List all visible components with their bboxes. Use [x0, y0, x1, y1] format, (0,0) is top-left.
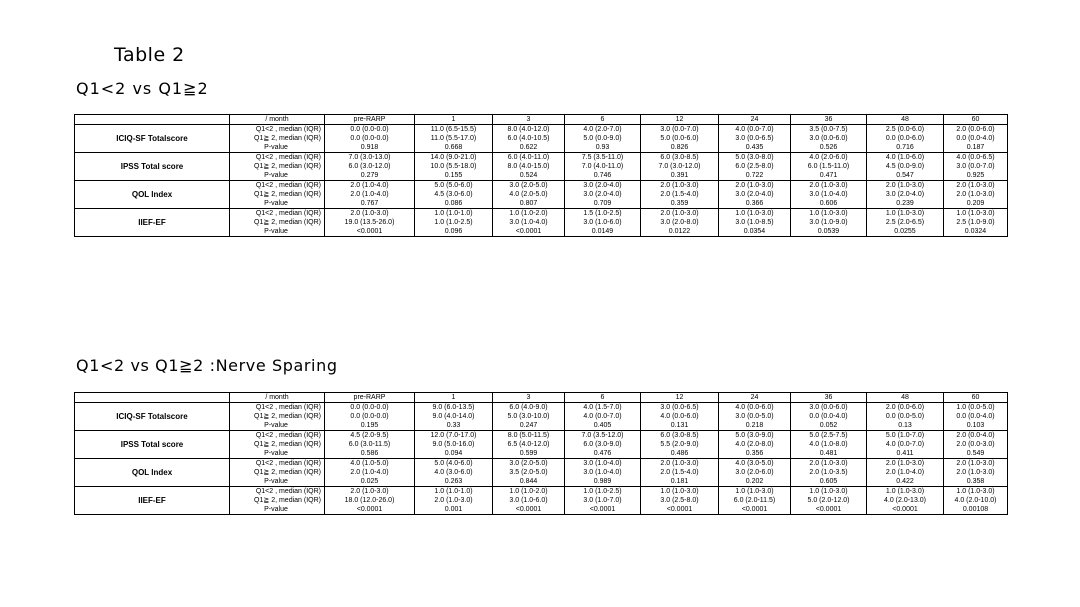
value-cell: 0.918 [325, 143, 415, 153]
value-cell: 1.0 (1.0-3.0) [719, 487, 791, 497]
row-label-cell: Q1≧ 2, median (IQR) [230, 440, 325, 449]
value-cell: 0.599 [493, 449, 565, 459]
header-cell: pre-RARP [325, 393, 415, 403]
header-cell: 24 [719, 115, 791, 125]
value-cell: 0.767 [325, 199, 415, 209]
value-cell: 0.103 [944, 421, 1008, 431]
value-cell: 3.0 (0.0-7.0) [641, 125, 719, 135]
value-cell: 0.476 [565, 449, 641, 459]
value-cell: 2.0 (1.0-3.0) [944, 190, 1008, 199]
value-cell: 0.0 (0.0-0.0) [325, 403, 415, 413]
value-cell: 7.0 (3.0-13.0) [325, 153, 415, 163]
measure-label: QOL Index [75, 181, 230, 209]
value-cell: 7.0 (4.0-11.0) [565, 162, 641, 171]
value-cell: 0.096 [415, 227, 493, 237]
header-cell: 12 [641, 393, 719, 403]
row-label-cell: P-value [230, 477, 325, 487]
value-cell: 3.0 (1.0-4.0) [565, 468, 641, 477]
row-label-cell: Q1<2 , median (IQR) [230, 153, 325, 163]
value-cell: 2.0 (1.5-4.0) [641, 468, 719, 477]
header-cell: 6 [565, 393, 641, 403]
value-cell: 6.0 (3.0-9.0) [565, 440, 641, 449]
header-cell: 1 [415, 393, 493, 403]
value-cell: 5.0 (4.0-6.0) [415, 459, 493, 469]
value-cell: 3.0 (2.0-4.0) [565, 190, 641, 199]
value-cell: 0.187 [944, 143, 1008, 153]
value-cell: 5.0 (3.0-8.0) [719, 153, 791, 163]
month-label-cell: / month [230, 115, 325, 125]
value-cell: 0.0 (0.0-6.0) [867, 134, 944, 143]
value-cell: 1.0 (1.0-2.5) [565, 487, 641, 497]
row-label-cell: Q1≧ 2, median (IQR) [230, 218, 325, 227]
value-cell: 2.0 (1.0-3.0) [719, 181, 791, 191]
value-cell: 3.0 (2.5-8.0) [641, 496, 719, 505]
header-cell: pre-RARP [325, 115, 415, 125]
value-cell: 0.0122 [641, 227, 719, 237]
value-cell: 3.0 (2.0-4.0) [565, 181, 641, 191]
value-cell: 3.0 (1.0-6.0) [493, 496, 565, 505]
value-cell: 0.722 [719, 171, 791, 181]
value-cell: 0.052 [791, 421, 867, 431]
value-cell: 6.0 (3.0-11.5) [325, 440, 415, 449]
value-cell: 4.0 (0.0-6.5) [944, 153, 1008, 163]
value-cell: 4.5 (2.0-9.5) [325, 431, 415, 441]
value-cell: 3.0 (0.0-5.0) [719, 412, 791, 421]
row-label-cell: Q1<2 , median (IQR) [230, 181, 325, 191]
value-cell: 7.0 (3.5-12.0) [565, 431, 641, 441]
value-cell: 3.0 (0.0-6.0) [791, 134, 867, 143]
value-cell: 1.0 (1.0-3.0) [944, 209, 1008, 219]
row-label-cell: Q1<2 , median (IQR) [230, 209, 325, 219]
table-row [75, 431, 1008, 441]
value-cell: 6.0 (3.0-8.5) [641, 431, 719, 441]
value-cell: 2.0 (1.0-3.5) [791, 468, 867, 477]
value-cell: 3.0 (0.0-6.0) [791, 403, 867, 413]
value-cell: <0.0001 [719, 505, 791, 515]
value-cell: 5.0 (3.0-9.0) [719, 431, 791, 441]
value-cell: 0.622 [493, 143, 565, 153]
value-cell: 0.33 [415, 421, 493, 431]
value-cell: 14.0 (9.0-21.0) [415, 153, 493, 163]
value-cell: 1.0 (1.0-3.0) [791, 209, 867, 219]
value-cell: 1.0 (1.0-1.0) [415, 487, 493, 497]
value-cell: 0.605 [791, 477, 867, 487]
header-row [75, 115, 1008, 125]
value-cell: 0.411 [867, 449, 944, 459]
header-cell: 12 [641, 115, 719, 125]
header-cell: 36 [791, 115, 867, 125]
value-cell: 0.606 [791, 199, 867, 209]
row-label-cell: Q1≧ 2, median (IQR) [230, 162, 325, 171]
results-table-all [74, 114, 1008, 237]
value-cell: 5.5 (2.0-9.0) [641, 440, 719, 449]
value-cell: 4.0 (1.0-5.0) [325, 459, 415, 469]
header-cell: 3 [493, 115, 565, 125]
value-cell: 9.0 (5.0-16.0) [415, 440, 493, 449]
value-cell: 6.0 (3.0-8.5) [641, 153, 719, 163]
value-cell: 0.025 [325, 477, 415, 487]
row-label-cell: Q1<2 , median (IQR) [230, 459, 325, 469]
table-row [75, 209, 1008, 219]
value-cell: 0.086 [415, 199, 493, 209]
value-cell: 4.0 (2.0-8.0) [719, 440, 791, 449]
value-cell: 3.0 (0.0-7.0) [944, 162, 1008, 171]
value-cell: 3.0 (0.0-6.5) [641, 403, 719, 413]
measure-label: IPSS Total score [75, 431, 230, 459]
measure-label: IIEF-EF [75, 487, 230, 515]
value-cell: 0.00108 [944, 505, 1008, 515]
value-cell: 0.989 [565, 477, 641, 487]
table-row [75, 153, 1008, 163]
value-cell: 3.0 (0.0-6.5) [719, 134, 791, 143]
value-cell: 2.0 (1.0-3.0) [944, 468, 1008, 477]
value-cell: 4.0 (1.0-6.0) [867, 153, 944, 163]
header-cell: 3 [493, 393, 565, 403]
value-cell: 3.5 (2.0-5.0) [493, 468, 565, 477]
value-cell: 1.0 (1.0-2.0) [493, 209, 565, 219]
value-cell: 2.0 (1.0-3.0) [641, 181, 719, 191]
value-cell: 0.481 [791, 449, 867, 459]
value-cell: 1.0 (1.0-3.0) [719, 209, 791, 219]
row-label-cell: P-value [230, 227, 325, 237]
value-cell: 1.0 (1.0-3.0) [867, 487, 944, 497]
value-cell: 0.526 [791, 143, 867, 153]
value-cell: 3.0 (1.0-4.0) [791, 190, 867, 199]
value-cell: 2.0 (0.0-6.0) [944, 125, 1008, 135]
value-cell: 1.0 (1.0-3.0) [867, 209, 944, 219]
value-cell: 0.0 (0.0-0.0) [325, 125, 415, 135]
table-row [75, 181, 1008, 191]
value-cell: 3.0 (1.0-7.0) [565, 496, 641, 505]
value-cell: 0.356 [719, 449, 791, 459]
row-label-cell: P-value [230, 449, 325, 459]
value-cell: 3.0 (2.0-5.0) [493, 459, 565, 469]
value-cell: 5.0 (5.0-6.0) [415, 181, 493, 191]
value-cell: 5.0 (2.5-7.5) [791, 431, 867, 441]
value-cell: 0.0324 [944, 227, 1008, 237]
value-cell: 4.0 (1.0-8.0) [791, 440, 867, 449]
measure-label: ICIQ-SF Totalscore [75, 125, 230, 153]
table-row [75, 487, 1008, 497]
value-cell: 9.0 (4.0-14.0) [415, 412, 493, 421]
value-cell: 2.0 (1.0-3.0) [415, 496, 493, 505]
value-cell: 0.0 (0.0-5.0) [867, 412, 944, 421]
value-cell: 2.0 (1.0-4.0) [325, 468, 415, 477]
header-cell: 1 [415, 115, 493, 125]
measure-label: ICIQ-SF Totalscore [75, 403, 230, 431]
value-cell: 2.0 (1.0-3.0) [325, 209, 415, 219]
value-cell: 2.0 (1.5-4.0) [641, 190, 719, 199]
value-cell: 4.0 (1.5-7.0) [565, 403, 641, 413]
value-cell: 3.0 (2.0-5.0) [493, 181, 565, 191]
value-cell: 0.001 [415, 505, 493, 515]
value-cell: 0.709 [565, 199, 641, 209]
value-cell: 2.0 (1.0-4.0) [867, 468, 944, 477]
value-cell: 0.405 [565, 421, 641, 431]
value-cell: 0.668 [415, 143, 493, 153]
row-label-cell: P-value [230, 143, 325, 153]
value-cell: 8.0 (4.0-15.0) [493, 162, 565, 171]
value-cell: 4.5 (3.0-6.0) [415, 190, 493, 199]
table-row [75, 125, 1008, 135]
value-cell: 0.0 (0.0-4.0) [944, 134, 1008, 143]
value-cell: 6.0 (3.0-12.0) [325, 162, 415, 171]
value-cell: 8.0 (5.0-11.5) [493, 431, 565, 441]
corner-cell [75, 393, 230, 403]
value-cell: 4.0 (2.0-13.0) [867, 496, 944, 505]
row-label-cell: Q1≧ 2, median (IQR) [230, 412, 325, 421]
value-cell: 3.0 (1.0-8.5) [719, 218, 791, 227]
row-label-cell: Q1≧ 2, median (IQR) [230, 134, 325, 143]
value-cell: 2.0 (1.0-3.0) [944, 459, 1008, 469]
value-cell: <0.0001 [565, 505, 641, 515]
value-cell: 4.0 (2.0-10.0) [944, 496, 1008, 505]
value-cell: 0.547 [867, 171, 944, 181]
table-row [75, 459, 1008, 469]
value-cell: 0.181 [641, 477, 719, 487]
value-cell: 3.0 (1.0-6.0) [565, 218, 641, 227]
value-cell: 3.0 (1.0-4.0) [493, 218, 565, 227]
value-cell: 1.0 (0.0-5.0) [944, 403, 1008, 413]
value-cell: 9.0 (6.0-13.5) [415, 403, 493, 413]
value-cell: 2.5 (0.0-6.0) [867, 125, 944, 135]
header-cell: 48 [867, 393, 944, 403]
value-cell: 1.0 (1.0-2.5) [415, 218, 493, 227]
value-cell: 2.5 (1.0-9.0) [944, 218, 1008, 227]
value-cell: 5.0 (0.0-6.0) [641, 134, 719, 143]
value-cell: 2.0 (1.0-4.0) [325, 190, 415, 199]
value-cell: 2.0 (1.0-3.0) [325, 487, 415, 497]
value-cell: 0.746 [565, 171, 641, 181]
table-title: Table 2 [114, 44, 185, 66]
value-cell: 3.5 (0.0-7.5) [791, 125, 867, 135]
value-cell: 0.435 [719, 143, 791, 153]
value-cell: 0.155 [415, 171, 493, 181]
corner-cell [75, 115, 230, 125]
value-cell: 0.826 [641, 143, 719, 153]
value-cell: 5.0 (2.0-12.0) [791, 496, 867, 505]
table-row [75, 403, 1008, 413]
value-cell: <0.0001 [791, 505, 867, 515]
value-cell: <0.0001 [325, 227, 415, 237]
measure-label: IPSS Total score [75, 153, 230, 181]
value-cell: 6.5 (4.0-12.0) [493, 440, 565, 449]
value-cell: 0.0 (0.0-4.0) [944, 412, 1008, 421]
value-cell: 0.202 [719, 477, 791, 487]
value-cell: 1.0 (1.0-3.0) [944, 487, 1008, 497]
row-label-cell: Q1<2 , median (IQR) [230, 431, 325, 441]
row-label-cell: P-value [230, 421, 325, 431]
value-cell: 2.0 (1.0-3.0) [867, 459, 944, 469]
value-cell: 0.0539 [791, 227, 867, 237]
value-cell: 11.0 (5.5-17.0) [415, 134, 493, 143]
value-cell: 2.0 (1.0-3.0) [791, 459, 867, 469]
value-cell: 0.195 [325, 421, 415, 431]
value-cell: 11.0 (6.5-15.5) [415, 125, 493, 135]
value-cell: 7.0 (3.0-12.0) [641, 162, 719, 171]
value-cell: <0.0001 [493, 227, 565, 237]
value-cell: 2.5 (2.0-6.5) [867, 218, 944, 227]
value-cell: 0.247 [493, 421, 565, 431]
value-cell: 0.486 [641, 449, 719, 459]
value-cell: <0.0001 [493, 505, 565, 515]
value-cell: 0.524 [493, 171, 565, 181]
value-cell: 4.0 (0.0-7.0) [565, 412, 641, 421]
value-cell: 7.5 (3.5-11.0) [565, 153, 641, 163]
value-cell: 2.0 (1.0-3.0) [641, 459, 719, 469]
row-label-cell: Q1<2 , median (IQR) [230, 125, 325, 135]
value-cell: 0.094 [415, 449, 493, 459]
value-cell: 0.239 [867, 199, 944, 209]
value-cell: 0.0149 [565, 227, 641, 237]
value-cell: 4.0 (0.0-7.0) [867, 440, 944, 449]
value-cell: <0.0001 [325, 505, 415, 515]
value-cell: 0.13 [867, 421, 944, 431]
value-cell: 0.358 [944, 477, 1008, 487]
value-cell: 0.422 [867, 477, 944, 487]
value-cell: 19.0 (13.5-26.0) [325, 218, 415, 227]
value-cell: 0.807 [493, 199, 565, 209]
value-cell: 3.0 (2.0-8.0) [641, 218, 719, 227]
header-row [75, 393, 1008, 403]
row-label-cell: Q1≧ 2, median (IQR) [230, 496, 325, 505]
value-cell: 6.0 (1.5-11.0) [791, 162, 867, 171]
value-cell: 2.0 (1.0-3.0) [791, 181, 867, 191]
header-cell: 60 [944, 115, 1008, 125]
value-cell: 1.0 (1.0-3.0) [641, 487, 719, 497]
value-cell: 4.0 (2.0-7.0) [565, 125, 641, 135]
section-2-title: Q1<2 vs Q1≧2 :Nerve Sparing [76, 356, 338, 375]
row-label-cell: Q1≧ 2, median (IQR) [230, 190, 325, 199]
row-label-cell: P-value [230, 199, 325, 209]
value-cell: 6.0 (4.0-10.5) [493, 134, 565, 143]
value-cell: 3.0 (2.0-6.0) [719, 468, 791, 477]
value-cell: 0.263 [415, 477, 493, 487]
value-cell: 2.0 (1.0-3.0) [641, 209, 719, 219]
value-cell: 0.0 (0.0-0.0) [325, 134, 415, 143]
row-label-cell: Q1<2 , median (IQR) [230, 487, 325, 497]
value-cell: 3.0 (1.0-9.0) [791, 218, 867, 227]
value-cell: 12.0 (7.0-17.0) [415, 431, 493, 441]
header-cell: 48 [867, 115, 944, 125]
value-cell: 3.0 (2.0-4.0) [867, 190, 944, 199]
value-cell: 0.279 [325, 171, 415, 181]
value-cell: 4.0 (3.0-6.0) [415, 468, 493, 477]
value-cell: 0.209 [944, 199, 1008, 209]
value-cell: 4.0 (2.0-6.0) [791, 153, 867, 163]
value-cell: 0.0 (0.0-4.0) [791, 412, 867, 421]
value-cell: 0.93 [565, 143, 641, 153]
header-cell: 24 [719, 393, 791, 403]
value-cell: 6.0 (2.0-11.5) [719, 496, 791, 505]
value-cell: 0.359 [641, 199, 719, 209]
value-cell: 1.0 (1.0-1.0) [415, 209, 493, 219]
value-cell: 0.549 [944, 449, 1008, 459]
measure-label: IIEF-EF [75, 209, 230, 237]
value-cell: 0.391 [641, 171, 719, 181]
row-label-cell: Q1≧ 2, median (IQR) [230, 468, 325, 477]
value-cell: 4.5 (0.0-9.0) [867, 162, 944, 171]
value-cell: 0.218 [719, 421, 791, 431]
value-cell: 8.0 (4.0-12.0) [493, 125, 565, 135]
value-cell: <0.0001 [641, 505, 719, 515]
value-cell: 4.0 (2.0-5.0) [493, 190, 565, 199]
value-cell: 2.0 (0.0-3.0) [944, 440, 1008, 449]
value-cell: 0.716 [867, 143, 944, 153]
row-label-cell: Q1<2 , median (IQR) [230, 403, 325, 413]
value-cell: 5.0 (1.0-7.0) [867, 431, 944, 441]
value-cell: 0.0255 [867, 227, 944, 237]
value-cell: 3.0 (1.0-4.0) [565, 459, 641, 469]
value-cell: 0.925 [944, 171, 1008, 181]
value-cell: 2.0 (1.0-3.0) [867, 181, 944, 191]
value-cell: 4.0 (0.0-7.0) [719, 125, 791, 135]
value-cell: 5.0 (3.0-10.0) [493, 412, 565, 421]
value-cell: 1.5 (1.0-2.5) [565, 209, 641, 219]
value-cell: 2.0 (0.0-4.0) [944, 431, 1008, 441]
value-cell: 6.0 (4.0-9.0) [493, 403, 565, 413]
value-cell: 5.0 (0.0-9.0) [565, 134, 641, 143]
section-1-title: Q1<2 vs Q1≧2 [76, 79, 209, 98]
header-cell: 60 [944, 393, 1008, 403]
row-label-cell: P-value [230, 505, 325, 515]
value-cell: 4.0 (3.0-5.0) [719, 459, 791, 469]
value-cell: 2.0 (0.0-6.0) [867, 403, 944, 413]
value-cell: 4.0 (0.0-6.0) [641, 412, 719, 421]
value-cell: 18.0 (12.0-26.0) [325, 496, 415, 505]
value-cell: 3.0 (2.0-4.0) [719, 190, 791, 199]
value-cell: 1.0 (1.0-3.0) [791, 487, 867, 497]
value-cell: 6.0 (2.5-8.0) [719, 162, 791, 171]
measure-label: QOL Index [75, 459, 230, 487]
value-cell: 0.366 [719, 199, 791, 209]
value-cell: <0.0001 [867, 505, 944, 515]
value-cell: 0.844 [493, 477, 565, 487]
value-cell: 4.0 (0.0-6.0) [719, 403, 791, 413]
value-cell: 1.0 (1.0-2.0) [493, 487, 565, 497]
header-cell: 6 [565, 115, 641, 125]
value-cell: 10.0 (5.5-18.0) [415, 162, 493, 171]
value-cell: 2.0 (1.0-4.0) [325, 181, 415, 191]
value-cell: 2.0 (1.0-3.0) [944, 181, 1008, 191]
value-cell: 0.0354 [719, 227, 791, 237]
results-table-nerve-sparing [74, 392, 1008, 515]
value-cell: 6.0 (4.0-11.0) [493, 153, 565, 163]
value-cell: 0.586 [325, 449, 415, 459]
value-cell: 0.471 [791, 171, 867, 181]
value-cell: 0.0 (0.0-0.0) [325, 412, 415, 421]
month-label-cell: / month [230, 393, 325, 403]
header-cell: 36 [791, 393, 867, 403]
value-cell: 0.131 [641, 421, 719, 431]
row-label-cell: P-value [230, 171, 325, 181]
